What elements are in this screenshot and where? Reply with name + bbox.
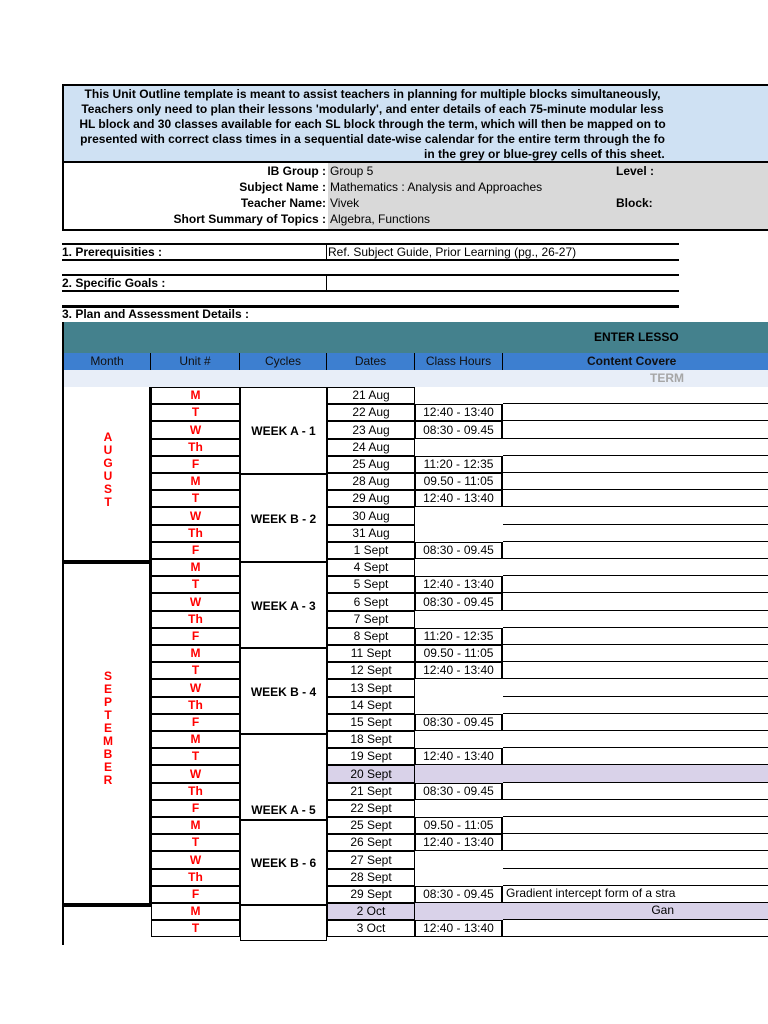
- class-hours-cell[interactable]: [415, 765, 503, 783]
- class-hours-cell[interactable]: [415, 439, 503, 456]
- date-cell: 14 Sept: [327, 697, 415, 714]
- date-cell: 21 Sept: [327, 783, 415, 800]
- class-hours-cell[interactable]: 08:30 - 09.45: [415, 542, 503, 559]
- date-cell: 27 Sept: [327, 851, 415, 869]
- class-hours-cell[interactable]: 09.50 - 11:05: [415, 645, 503, 662]
- summary-value[interactable]: Algebra, Functions: [330, 212, 431, 226]
- content-cell[interactable]: [503, 714, 768, 731]
- date-cell: 15 Sept: [327, 714, 415, 731]
- date-cell: 29 Sept: [327, 886, 415, 903]
- day-cell: Th: [151, 697, 240, 714]
- content-cell[interactable]: [503, 851, 768, 869]
- ib-group-value[interactable]: Group 5: [330, 164, 374, 178]
- date-cell: 31 Aug: [327, 525, 415, 542]
- date-cell: 23 Aug: [327, 421, 415, 439]
- day-cell: F: [151, 714, 240, 731]
- content-cell[interactable]: Gradient intercept form of a stra: [503, 886, 768, 903]
- date-cell: 26 Sept: [327, 834, 415, 851]
- class-hours-cell[interactable]: 08:30 - 09.45: [415, 714, 503, 731]
- day-cell: Th: [151, 783, 240, 800]
- content-cell[interactable]: [503, 439, 768, 456]
- class-hours-cell[interactable]: 12:40 - 13:40: [415, 662, 503, 679]
- class-hours-cell[interactable]: 12:40 - 13:40: [415, 576, 503, 593]
- content-cell[interactable]: [503, 628, 768, 645]
- class-hours-cell[interactable]: 12:40 - 13:40: [415, 748, 503, 765]
- content-cell[interactable]: [503, 593, 768, 611]
- content-cell[interactable]: [503, 490, 768, 507]
- header-cycles: Cycles: [240, 353, 327, 370]
- day-cell: W: [151, 679, 240, 697]
- week-b-6: WEEK B - 6: [240, 820, 327, 905]
- prereq-label: 1. Prerequisities :: [62, 245, 163, 259]
- day-cell: W: [151, 507, 240, 525]
- class-hours-cell[interactable]: 08:30 - 09.45: [415, 783, 503, 800]
- content-cell[interactable]: [503, 576, 768, 593]
- enter-lessons-banner: [62, 322, 768, 353]
- day-cell: T: [151, 748, 240, 765]
- date-cell: 28 Aug: [327, 473, 415, 490]
- day-cell: M: [151, 903, 240, 920]
- month-october: [62, 905, 151, 945]
- day-cell: F: [151, 886, 240, 903]
- date-cell: 2 Oct: [327, 903, 415, 920]
- plan-label: 3. Plan and Assessment Details :: [62, 307, 249, 321]
- teacher-value[interactable]: Vivek: [330, 196, 360, 210]
- date-cell: 22 Aug: [327, 404, 415, 421]
- class-hours-cell[interactable]: [415, 903, 503, 920]
- content-cell[interactable]: [503, 920, 768, 937]
- week-a-1: WEEK A - 1: [240, 387, 327, 474]
- date-cell: 28 Sept: [327, 869, 415, 886]
- day-cell: Th: [151, 439, 240, 456]
- day-cell: Th: [151, 611, 240, 628]
- day-cell: M: [151, 473, 240, 490]
- banner-text: ENTER LESSO: [594, 330, 679, 344]
- day-cell: M: [151, 559, 240, 576]
- class-hours-cell[interactable]: [415, 731, 503, 748]
- day-cell: M: [151, 645, 240, 662]
- header-month: Month: [62, 353, 151, 370]
- day-cell: M: [151, 387, 240, 404]
- content-cell[interactable]: [503, 834, 768, 851]
- class-hours-cell[interactable]: 12:40 - 13:40: [415, 404, 503, 421]
- class-hours-cell[interactable]: 08:30 - 09.45: [415, 421, 503, 439]
- day-cell: W: [151, 765, 240, 783]
- header-content: Content Covere: [503, 353, 768, 370]
- day-cell: T: [151, 404, 240, 421]
- content-cell[interactable]: [503, 404, 768, 421]
- content-cell[interactable]: [503, 542, 768, 559]
- class-hours-cell[interactable]: [415, 387, 503, 404]
- day-cell: W: [151, 421, 240, 439]
- date-cell: 20 Sept: [327, 765, 415, 783]
- day-cell: Th: [151, 525, 240, 542]
- date-cell: 1 Sept: [327, 542, 415, 559]
- day-cell: F: [151, 800, 240, 817]
- intro-notice: [62, 84, 768, 163]
- month-september: [62, 562, 151, 905]
- date-cell: 8 Sept: [327, 628, 415, 645]
- content-cell[interactable]: [503, 662, 768, 679]
- content-cell[interactable]: Gan: [503, 903, 768, 920]
- prereq-value[interactable]: Ref. Subject Guide, Prior Learning (pg., 26-27): [328, 245, 577, 259]
- intro-line-1: This Unit Outline template is meant to assist teachers in planning for multiple blocks simultaneously,: [84, 87, 661, 101]
- content-cell[interactable]: [503, 783, 768, 800]
- content-cell[interactable]: [503, 456, 768, 473]
- day-cell: T: [151, 834, 240, 851]
- day-cell: M: [151, 731, 240, 748]
- date-cell: 24 Aug: [327, 439, 415, 456]
- class-hours-cell[interactable]: [415, 697, 503, 714]
- class-hours-cell[interactable]: [415, 679, 503, 697]
- day-cell: W: [151, 851, 240, 869]
- unit-info: [62, 163, 768, 231]
- content-cell[interactable]: [503, 645, 768, 662]
- content-cell[interactable]: [503, 748, 768, 765]
- class-hours-cell[interactable]: 09.50 - 11:05: [415, 817, 503, 834]
- day-cell: T: [151, 662, 240, 679]
- summary-label: Short Summary of Topics :: [173, 212, 326, 226]
- date-cell: 5 Sept: [327, 576, 415, 593]
- content-cell[interactable]: [503, 421, 768, 439]
- day-cell: F: [151, 628, 240, 645]
- day-cell: Th: [151, 869, 240, 886]
- content-cell[interactable]: [503, 731, 768, 748]
- class-hours-cell[interactable]: 11:20 - 12:35: [415, 456, 503, 473]
- class-hours-cell[interactable]: [415, 869, 503, 886]
- day-cell: M: [151, 817, 240, 834]
- class-hours-cell[interactable]: [415, 507, 503, 525]
- content-cell[interactable]: [503, 611, 768, 628]
- class-hours-cell[interactable]: [415, 611, 503, 628]
- header-dates: Dates: [327, 353, 415, 370]
- date-cell: 4 Sept: [327, 559, 415, 576]
- class-hours-cell[interactable]: [415, 559, 503, 576]
- date-cell: 30 Aug: [327, 507, 415, 525]
- intro-line-2: Teachers only need to plan their lessons 'modularly', and enter details of each 75-minute modular less: [81, 102, 664, 116]
- content-cell[interactable]: [503, 559, 768, 576]
- day-cell: T: [151, 490, 240, 507]
- subject-value[interactable]: Mathematics : Analysis and Approaches: [330, 180, 543, 194]
- content-cell[interactable]: [503, 507, 768, 525]
- date-cell: 22 Sept: [327, 800, 415, 817]
- class-hours-cell[interactable]: 08:30 - 09.45: [415, 886, 503, 903]
- date-cell: 7 Sept: [327, 611, 415, 628]
- month-august-label: A U G U S T: [103, 430, 113, 509]
- intro-line-5: in the grey or blue-grey cells of this sheet.: [424, 147, 665, 161]
- date-cell: 6 Sept: [327, 593, 415, 611]
- week-next: [240, 905, 327, 941]
- term-row: [62, 370, 768, 387]
- content-cell[interactable]: [503, 387, 768, 404]
- teacher-label: Teacher Name:: [240, 196, 326, 210]
- class-hours-cell[interactable]: 12:40 - 13:40: [415, 834, 503, 851]
- content-cell[interactable]: [503, 473, 768, 490]
- content-cell[interactable]: [503, 869, 768, 886]
- content-cell[interactable]: [503, 525, 768, 542]
- term-text: TERM: [650, 371, 684, 385]
- week-a-3: WEEK A - 3: [240, 562, 327, 648]
- date-cell: 3 Oct: [327, 920, 415, 937]
- class-hours-cell[interactable]: [415, 800, 503, 817]
- intro-line-3: HL block and 30 classes available for each SL block through the term, which will then be mapped on to: [79, 117, 666, 131]
- content-cell[interactable]: [503, 697, 768, 714]
- date-cell: 25 Sept: [327, 817, 415, 834]
- content-cell[interactable]: [503, 800, 768, 817]
- class-hours-cell[interactable]: 09.50 - 11:05: [415, 473, 503, 490]
- block-label: Block:: [616, 196, 653, 210]
- content-cell[interactable]: [503, 679, 768, 697]
- day-cell: F: [151, 456, 240, 473]
- day-cell: T: [151, 920, 240, 937]
- week-a-5: WEEK A - 5: [240, 734, 327, 820]
- header-class-hours: Class Hours: [415, 353, 503, 370]
- date-cell: 11 Sept: [327, 645, 415, 662]
- week-b-4: WEEK B - 4: [240, 648, 327, 734]
- class-hours-cell[interactable]: 12:40 - 13:40: [415, 490, 503, 507]
- week-b-2: WEEK B - 2: [240, 474, 327, 562]
- date-cell: 18 Sept: [327, 731, 415, 748]
- date-cell: 19 Sept: [327, 748, 415, 765]
- class-hours-cell[interactable]: 11:20 - 12:35: [415, 628, 503, 645]
- date-cell: 29 Aug: [327, 490, 415, 507]
- goals-label: 2. Specific Goals :: [62, 276, 166, 290]
- content-cell[interactable]: [503, 817, 768, 834]
- intro-line-4: presented with correct class times in a sequential date-wise calendar for the entire term through the fo: [80, 132, 665, 146]
- month-august: [62, 387, 151, 562]
- date-cell: 21 Aug: [327, 387, 415, 404]
- date-cell: 13 Sept: [327, 679, 415, 697]
- content-cell[interactable]: [503, 765, 768, 783]
- class-hours-cell[interactable]: 12:40 - 13:40: [415, 920, 503, 937]
- class-hours-cell[interactable]: [415, 525, 503, 542]
- month-september-label: S E P T E M B E R: [103, 669, 113, 787]
- header-unit: Unit #: [151, 353, 240, 370]
- level-label: Level :: [616, 164, 655, 178]
- class-hours-cell[interactable]: 08:30 - 09.45: [415, 593, 503, 611]
- ib-group-label: IB Group :: [267, 164, 326, 178]
- subject-label: Subject Name :: [239, 180, 326, 194]
- day-cell: T: [151, 576, 240, 593]
- class-hours-cell[interactable]: [415, 851, 503, 869]
- date-cell: 25 Aug: [327, 456, 415, 473]
- day-cell: F: [151, 542, 240, 559]
- date-cell: 12 Sept: [327, 662, 415, 679]
- day-cell: W: [151, 593, 240, 611]
